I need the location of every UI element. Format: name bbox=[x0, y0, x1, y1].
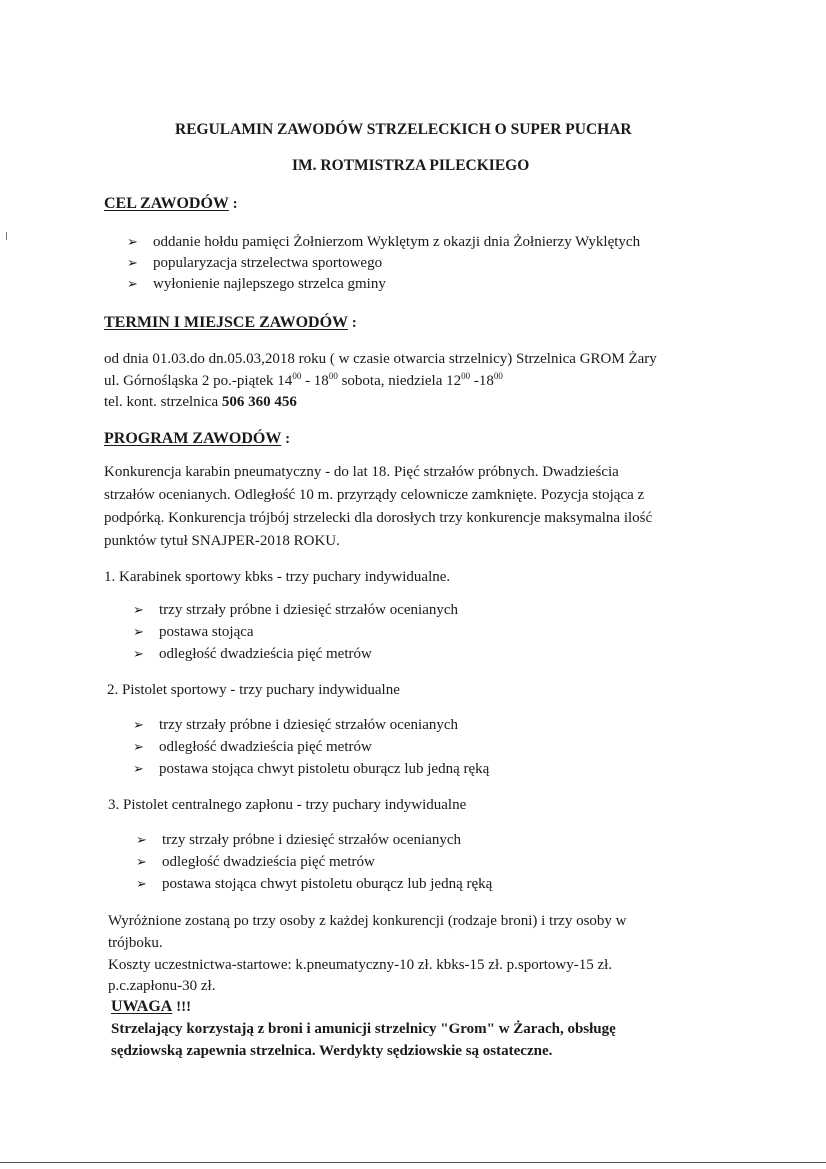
competition-item: ➢ odległość dwadzieścia pięć metrów bbox=[133, 646, 372, 662]
bullet-arrow-icon: ➢ bbox=[133, 646, 144, 661]
note-marks: !!! bbox=[172, 999, 192, 1015]
goal-heading-row bbox=[104, 194, 238, 214]
document-subtitle: IM. ROTMISTRZA PILECKIEGO bbox=[292, 157, 530, 174]
program-heading-row bbox=[104, 429, 290, 449]
note-heading: UWAGA bbox=[111, 998, 173, 1015]
bullet-arrow-icon: ➢ bbox=[136, 832, 147, 847]
costs-line: p.c.zapłonu-30 zł. bbox=[108, 978, 216, 994]
awards-line: trójboku. bbox=[108, 935, 163, 951]
program-paragraph-line: Konkurencja karabin pneumatyczny - do lat 18. Pięć strzałów próbnych. Dwadzieścia bbox=[104, 464, 619, 480]
competition-item: ➢ trzy strzały próbne i dziesięć strzałów ocenianych bbox=[136, 832, 462, 848]
bullet-arrow-icon: ➢ bbox=[133, 602, 144, 617]
competition-title: 1. Karabinek sportowy kbks - trzy puchary indywidualne. bbox=[104, 569, 451, 585]
document-title: REGULAMIN ZAWODÓW STRZELECKICH O SUPER PUCHAR bbox=[175, 121, 632, 138]
venue-date-line: od dnia 01.03.do dn.05.03,2018 roku ( w czasie otwarcia strzelnicy) Strzelnica GROM Żary bbox=[104, 351, 657, 367]
competition-item: ➢ postawa stojąca chwyt pistoletu oburącz lub jedną ręką bbox=[136, 876, 493, 892]
goal-heading-colon: : bbox=[228, 196, 238, 212]
competition-item: ➢ trzy strzały próbne i dziesięć strzałów ocenianych bbox=[133, 602, 459, 618]
program-paragraph-line: podpórką. Konkurencja trójbój strzelecki dla dorosłych trzy konkurencje maksymalna ilość bbox=[104, 510, 653, 526]
scan-mark bbox=[6, 232, 7, 240]
bullet-arrow-icon: ➢ bbox=[133, 761, 144, 776]
note-heading-row bbox=[111, 997, 191, 1017]
venue-heading-colon: : bbox=[348, 315, 357, 331]
competition-title: 3. Pistolet centralnego zapłonu - trzy puchary indywidualne bbox=[108, 797, 467, 813]
bullet-arrow-icon: ➢ bbox=[136, 876, 147, 891]
program-heading-colon: : bbox=[281, 431, 291, 447]
competition-item: ➢ odległość dwadzieścia pięć metrów bbox=[136, 854, 375, 870]
awards-line: Wyróżnione zostaną po trzy osoby z każdej konkurencji (rodzaje broni) i trzy osoby w bbox=[108, 913, 627, 929]
venue-phone-line: tel. kont. strzelnica 506 360 456 bbox=[104, 394, 297, 410]
bullet-arrow-icon: ➢ bbox=[127, 255, 138, 270]
bullet-arrow-icon: ➢ bbox=[133, 717, 144, 732]
competition-item: ➢ postawa stojąca bbox=[133, 624, 254, 640]
goal-item: ➢ wyłonienie najlepszego strzelca gminy bbox=[127, 276, 386, 292]
program-paragraph-line: punktów tytuł SNAJPER-2018 ROKU. bbox=[104, 533, 340, 549]
venue-heading: TERMIN I MIEJSCE ZAWODÓW bbox=[104, 314, 349, 331]
phone-number: 506 360 456 bbox=[221, 394, 297, 410]
bullet-arrow-icon: ➢ bbox=[133, 624, 144, 639]
page-bottom-edge bbox=[0, 1162, 826, 1163]
note-line: sędziowską zapewnia strzelnica. Werdykty sędziowskie są ostateczne. bbox=[111, 1043, 553, 1059]
venue-heading-row bbox=[104, 313, 357, 333]
goal-item: ➢ oddanie hołdu pamięci Żołnierzom Wyklętym z okazji dnia Żołnierzy Wyklętych bbox=[127, 234, 641, 250]
goal-heading: CEL ZAWODÓW bbox=[104, 195, 229, 212]
competition-item: ➢ trzy strzały próbne i dziesięć strzałów ocenianych bbox=[133, 717, 459, 733]
bullet-arrow-icon: ➢ bbox=[127, 234, 138, 249]
bullet-arrow-icon: ➢ bbox=[136, 854, 147, 869]
costs-line: Koszty uczestnictwa-startowe: k.pneumatyczny-10 zł. kbks-15 zł. p.sportowy-15 zł. bbox=[108, 957, 613, 973]
program-paragraph-line: strzałów ocenianych. Odległość 10 m. przyrządy celownicze zamknięte. Pozycja stojąca z bbox=[104, 487, 645, 503]
program-heading: PROGRAM ZAWODÓW bbox=[104, 430, 282, 447]
goal-item: ➢ popularyzacja strzelectwa sportowego bbox=[127, 255, 383, 271]
venue-hours-line: ul. Górnośląska 2 po.-piątek $14^{00} - 18^{00}$ sobota, niedziela $12^{00}$ $-18^{00}$ bbox=[104, 371, 503, 389]
competition-item: ➢ postawa stojąca chwyt pistoletu oburącz lub jedną ręką bbox=[133, 761, 490, 777]
note-line: Strzelający korzystają z broni i amunicji strzelnicy "Grom" w Żarach, obsługę bbox=[111, 1021, 616, 1037]
competition-title: 2. Pistolet sportowy - trzy puchary indywidualne bbox=[107, 682, 400, 698]
bullet-arrow-icon: ➢ bbox=[127, 276, 138, 291]
bullet-arrow-icon: ➢ bbox=[133, 739, 144, 754]
competition-item: ➢ odległość dwadzieścia pięć metrów bbox=[133, 739, 372, 755]
